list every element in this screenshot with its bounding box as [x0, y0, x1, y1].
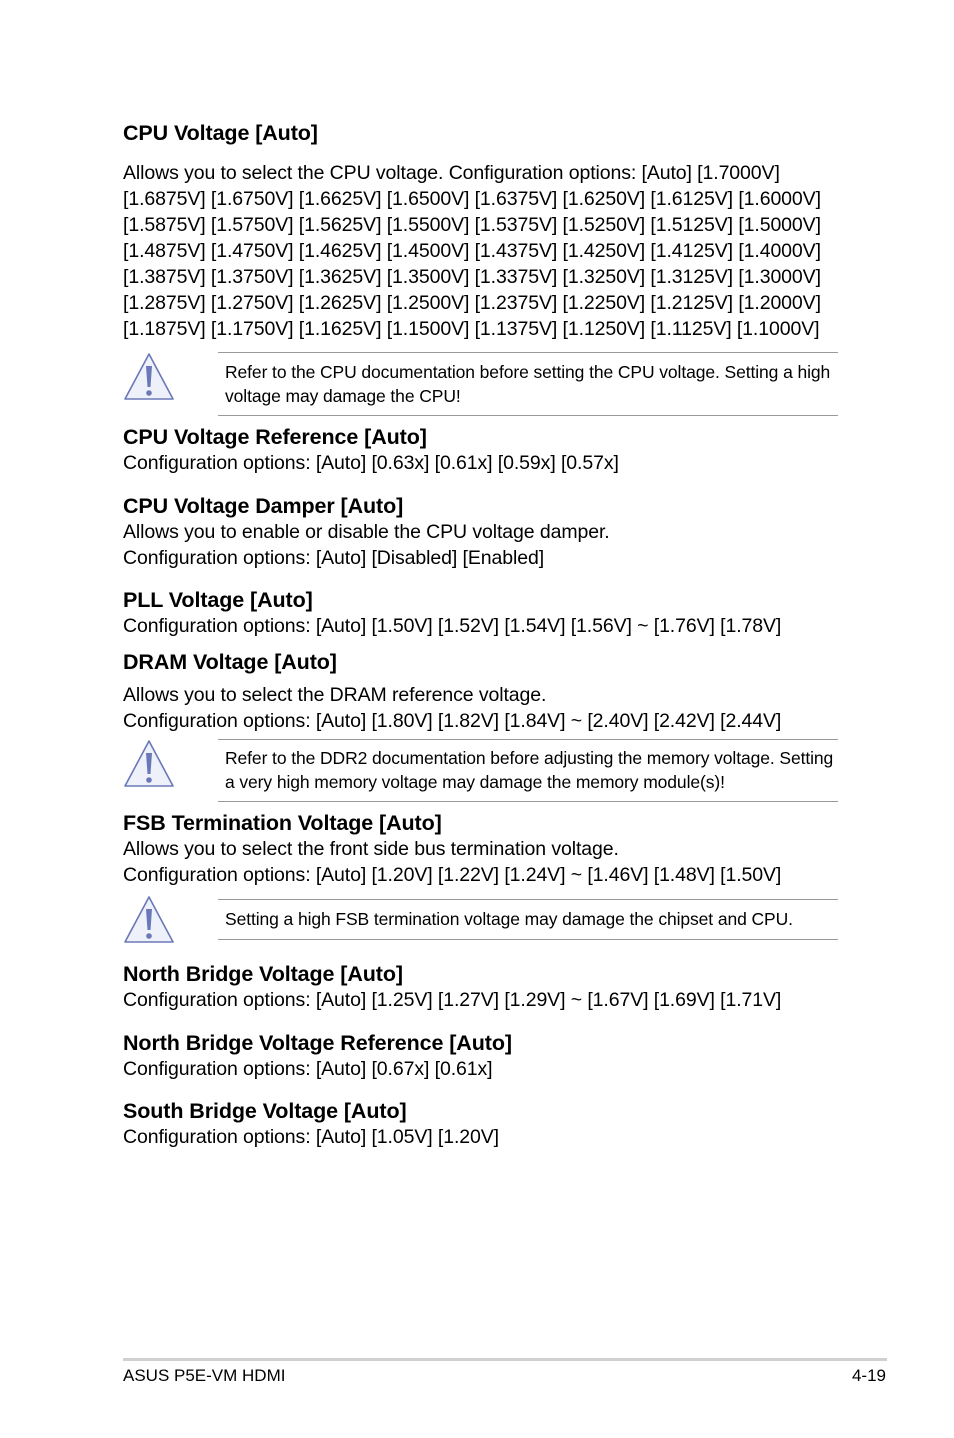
- section-cpu-voltage-reference: [123, 424, 838, 476]
- north-bridge-voltage-line-1: Configuration options: [Auto] [1.25V] [1.27V] [1.29V] ~ [1.67V] [1.69V] [1.71V]: [123, 989, 782, 1011]
- note-rule-top: [218, 899, 838, 900]
- pll-voltage-line-1: Configuration options: [Auto] [1.50V] [1.52V] [1.54V] [1.56V] ~ [1.76V] [1.78V]: [123, 615, 782, 637]
- section-north-bridge-voltage: [123, 961, 838, 1013]
- note-fsb-line-1: Setting a high FSB termination voltage may damage the chipset and CPU.: [225, 909, 793, 929]
- note-text-cpu: [225, 360, 837, 408]
- cpu-voltage-damper-line-1: Allows you to enable or disable the CPU voltage damper.: [123, 521, 610, 543]
- cpu-voltage-line-2: [1.6875V] [1.6750V] [1.6625V] [1.6500V] [1.6375V] [1.6250V] [1.6125V] [1.6000V]: [123, 188, 821, 210]
- warning-icon: [123, 739, 175, 789]
- dram-voltage-line-1: Allows you to select the DRAM reference voltage.: [123, 684, 547, 706]
- note-rule-top: [218, 352, 838, 353]
- dram-voltage-line-2: Configuration options: [Auto] [1.80V] [1.82V] [1.84V] ~ [2.40V] [2.42V] [2.44V]: [123, 710, 782, 732]
- fsb-termination-voltage-line-2: Configuration options: [Auto] [1.20V] [1.22V] [1.24V] ~ [1.46V] [1.48V] [1.50V]: [123, 864, 782, 886]
- note-rule-bottom: [218, 415, 838, 416]
- section-north-bridge-voltage-reference: [123, 1030, 838, 1082]
- cpu-voltage-line-6: [1.2875V] [1.2750V] [1.2625V] [1.2500V] [1.2375V] [1.2250V] [1.2125V] [1.2000V]: [123, 292, 821, 314]
- north-bridge-voltage-reference-line-1: Configuration options: [Auto] [0.67x] [0.61x]: [123, 1058, 493, 1080]
- heading-pll-voltage: PLL Voltage [Auto]: [123, 588, 313, 612]
- note-rule-bottom: [218, 801, 838, 802]
- caution-note-ddr2: [123, 739, 838, 803]
- warning-icon: [123, 352, 175, 402]
- heading-cpu-voltage-damper: CPU Voltage Damper [Auto]: [123, 494, 404, 518]
- heading-cpu-voltage: CPU Voltage [Auto]: [123, 121, 318, 145]
- footer-manual-title: ASUS P5E-VM HDMI: [123, 1366, 286, 1385]
- heading-fsb-termination-voltage: FSB Termination Voltage [Auto]: [123, 811, 442, 835]
- caution-note-cpu: [123, 352, 838, 418]
- section-fsb-termination-voltage: [123, 810, 838, 888]
- south-bridge-voltage-line-1: Configuration options: [Auto] [1.05V] [1.20V]: [123, 1126, 499, 1148]
- cpu-voltage-line-3: [1.5875V] [1.5750V] [1.5625V] [1.5500V] [1.5375V] [1.5250V] [1.5125V] [1.5000V]: [123, 214, 821, 236]
- section-cpu-voltage-damper: [123, 493, 838, 571]
- cpu-voltage-damper-line-2: Configuration options: [Auto] [Disabled] [Enabled]: [123, 547, 545, 569]
- section-pll-voltage: [123, 587, 838, 639]
- warning-icon: [123, 895, 175, 945]
- note-ddr2-line-2: a very high memory voltage may damage the memory module(s)!: [225, 772, 725, 792]
- section-south-bridge-voltage: [123, 1098, 838, 1150]
- note-text-fsb: [225, 907, 837, 931]
- cpu-voltage-line-1: Allows you to select the CPU voltage. Configuration options: [Auto] [1.7000V]: [123, 162, 780, 184]
- heading-north-bridge-voltage-reference: North Bridge Voltage Reference [Auto]: [123, 1031, 512, 1055]
- heading-south-bridge-voltage: South Bridge Voltage [Auto]: [123, 1099, 407, 1123]
- footer-rule: [123, 1358, 887, 1361]
- caution-note-fsb: [123, 899, 838, 943]
- note-ddr2-line-1: Refer to the DDR2 documentation before adjusting the memory voltage. Setting: [225, 748, 834, 768]
- heading-cpu-voltage-reference: CPU Voltage Reference [Auto]: [123, 425, 427, 449]
- cpu-voltage-line-7: [1.1875V] [1.1750V] [1.1625V] [1.1500V] [1.1375V] [1.1250V] [1.1125V] [1.1000V]: [123, 318, 820, 340]
- note-cpu-line-1: Refer to the CPU documentation before setting the CPU voltage. Setting a high: [225, 362, 831, 382]
- cpu-voltage-reference-line-1: Configuration options: [Auto] [0.63x] [0.61x] [0.59x] [0.57x]: [123, 452, 619, 474]
- fsb-termination-voltage-line-1: Allows you to select the front side bus termination voltage.: [123, 838, 619, 860]
- cpu-voltage-line-4: [1.4875V] [1.4750V] [1.4625V] [1.4500V] [1.4375V] [1.4250V] [1.4125V] [1.4000V]: [123, 240, 821, 262]
- section-cpu-voltage: [123, 120, 838, 342]
- note-cpu-line-2: voltage may damage the CPU!: [225, 386, 461, 406]
- footer-page-number: 4-19: [851, 1366, 886, 1385]
- cpu-voltage-line-5: [1.3875V] [1.3750V] [1.3625V] [1.3500V] [1.3375V] [1.3250V] [1.3125V] [1.3000V]: [123, 266, 821, 288]
- section-dram-voltage: [123, 649, 838, 734]
- note-rule-top: [218, 739, 838, 740]
- note-text-ddr2: [225, 746, 837, 794]
- note-rule-bottom: [218, 939, 838, 940]
- heading-north-bridge-voltage: North Bridge Voltage [Auto]: [123, 962, 403, 986]
- heading-dram-voltage: DRAM Voltage [Auto]: [123, 650, 337, 674]
